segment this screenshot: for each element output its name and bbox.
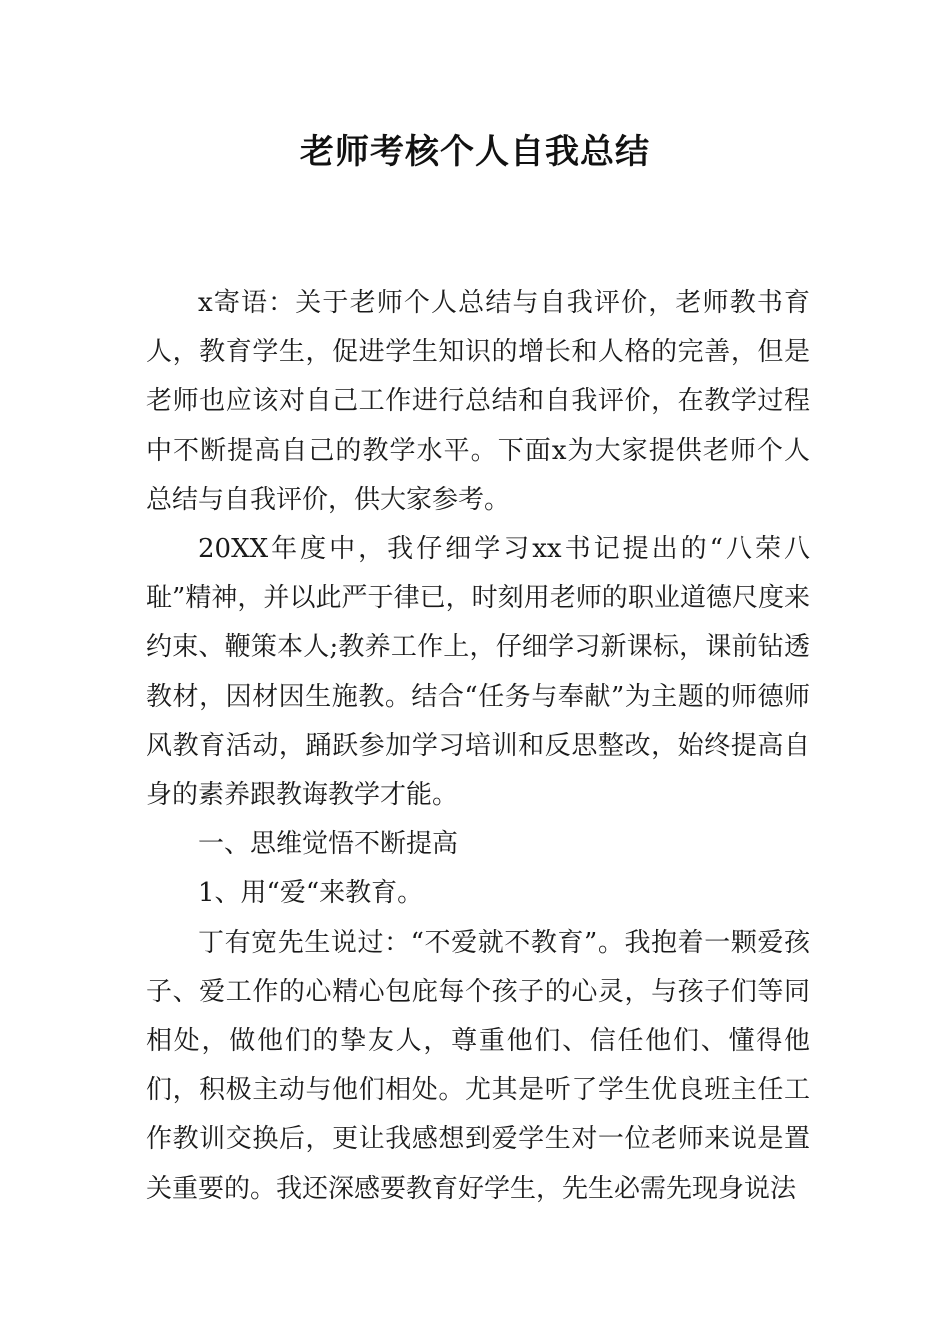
section-heading: 一、思维觉悟不断提高 — [198, 829, 459, 860]
subsection-heading: 1、用“爱“来教育。 — [198, 878, 424, 909]
love-education-paragraph: 丁有宽先生说过：“不爱就不教育”。我抱着一颗爱孩子、爱工作的心精心包庇每个孩子的心灵，与孩子们等同相处，做他们的挚友人，尊重他们、信任他们、懂得他们，积极主动与他们相处。尤其是听了学生优良班主任工作教训交换后，更让我感想到爱学生对一位老师来说是置关重要的。我还深感要教育好学生，先生必需先现身说法 — [146, 927, 810, 1204]
document-title: 老师考核个人自我总结 — [300, 132, 650, 172]
year-summary-paragraph: 20XX年度中，我仔细学习xx书记提出的“八荣八耻”精神，并以此严于律已，时刻用老师的职业道德尺度来约束、鞭策本人;教养工作上，仔细学习新课标，课前钻透教材，因材因生施教。结合“任务与奉献”为主题的师德师风教育活动，踊跃参加学习培训和反思整改，始终提高自身的素养跟教诲教学才能。 — [146, 534, 810, 811]
document-body — [146, 279, 810, 1214]
intro-paragraph: x寄语：关于老师个人总结与自我评价，老师教书育人，教育学生，促进学生知识的增长和人格的完善，但是老师也应该对自己工作进行总结和自我评价，在教学过程中不断提高自己的教学水平。下面x为大家提供老师个人总结与自我评价，供大家参考。 — [146, 288, 810, 515]
